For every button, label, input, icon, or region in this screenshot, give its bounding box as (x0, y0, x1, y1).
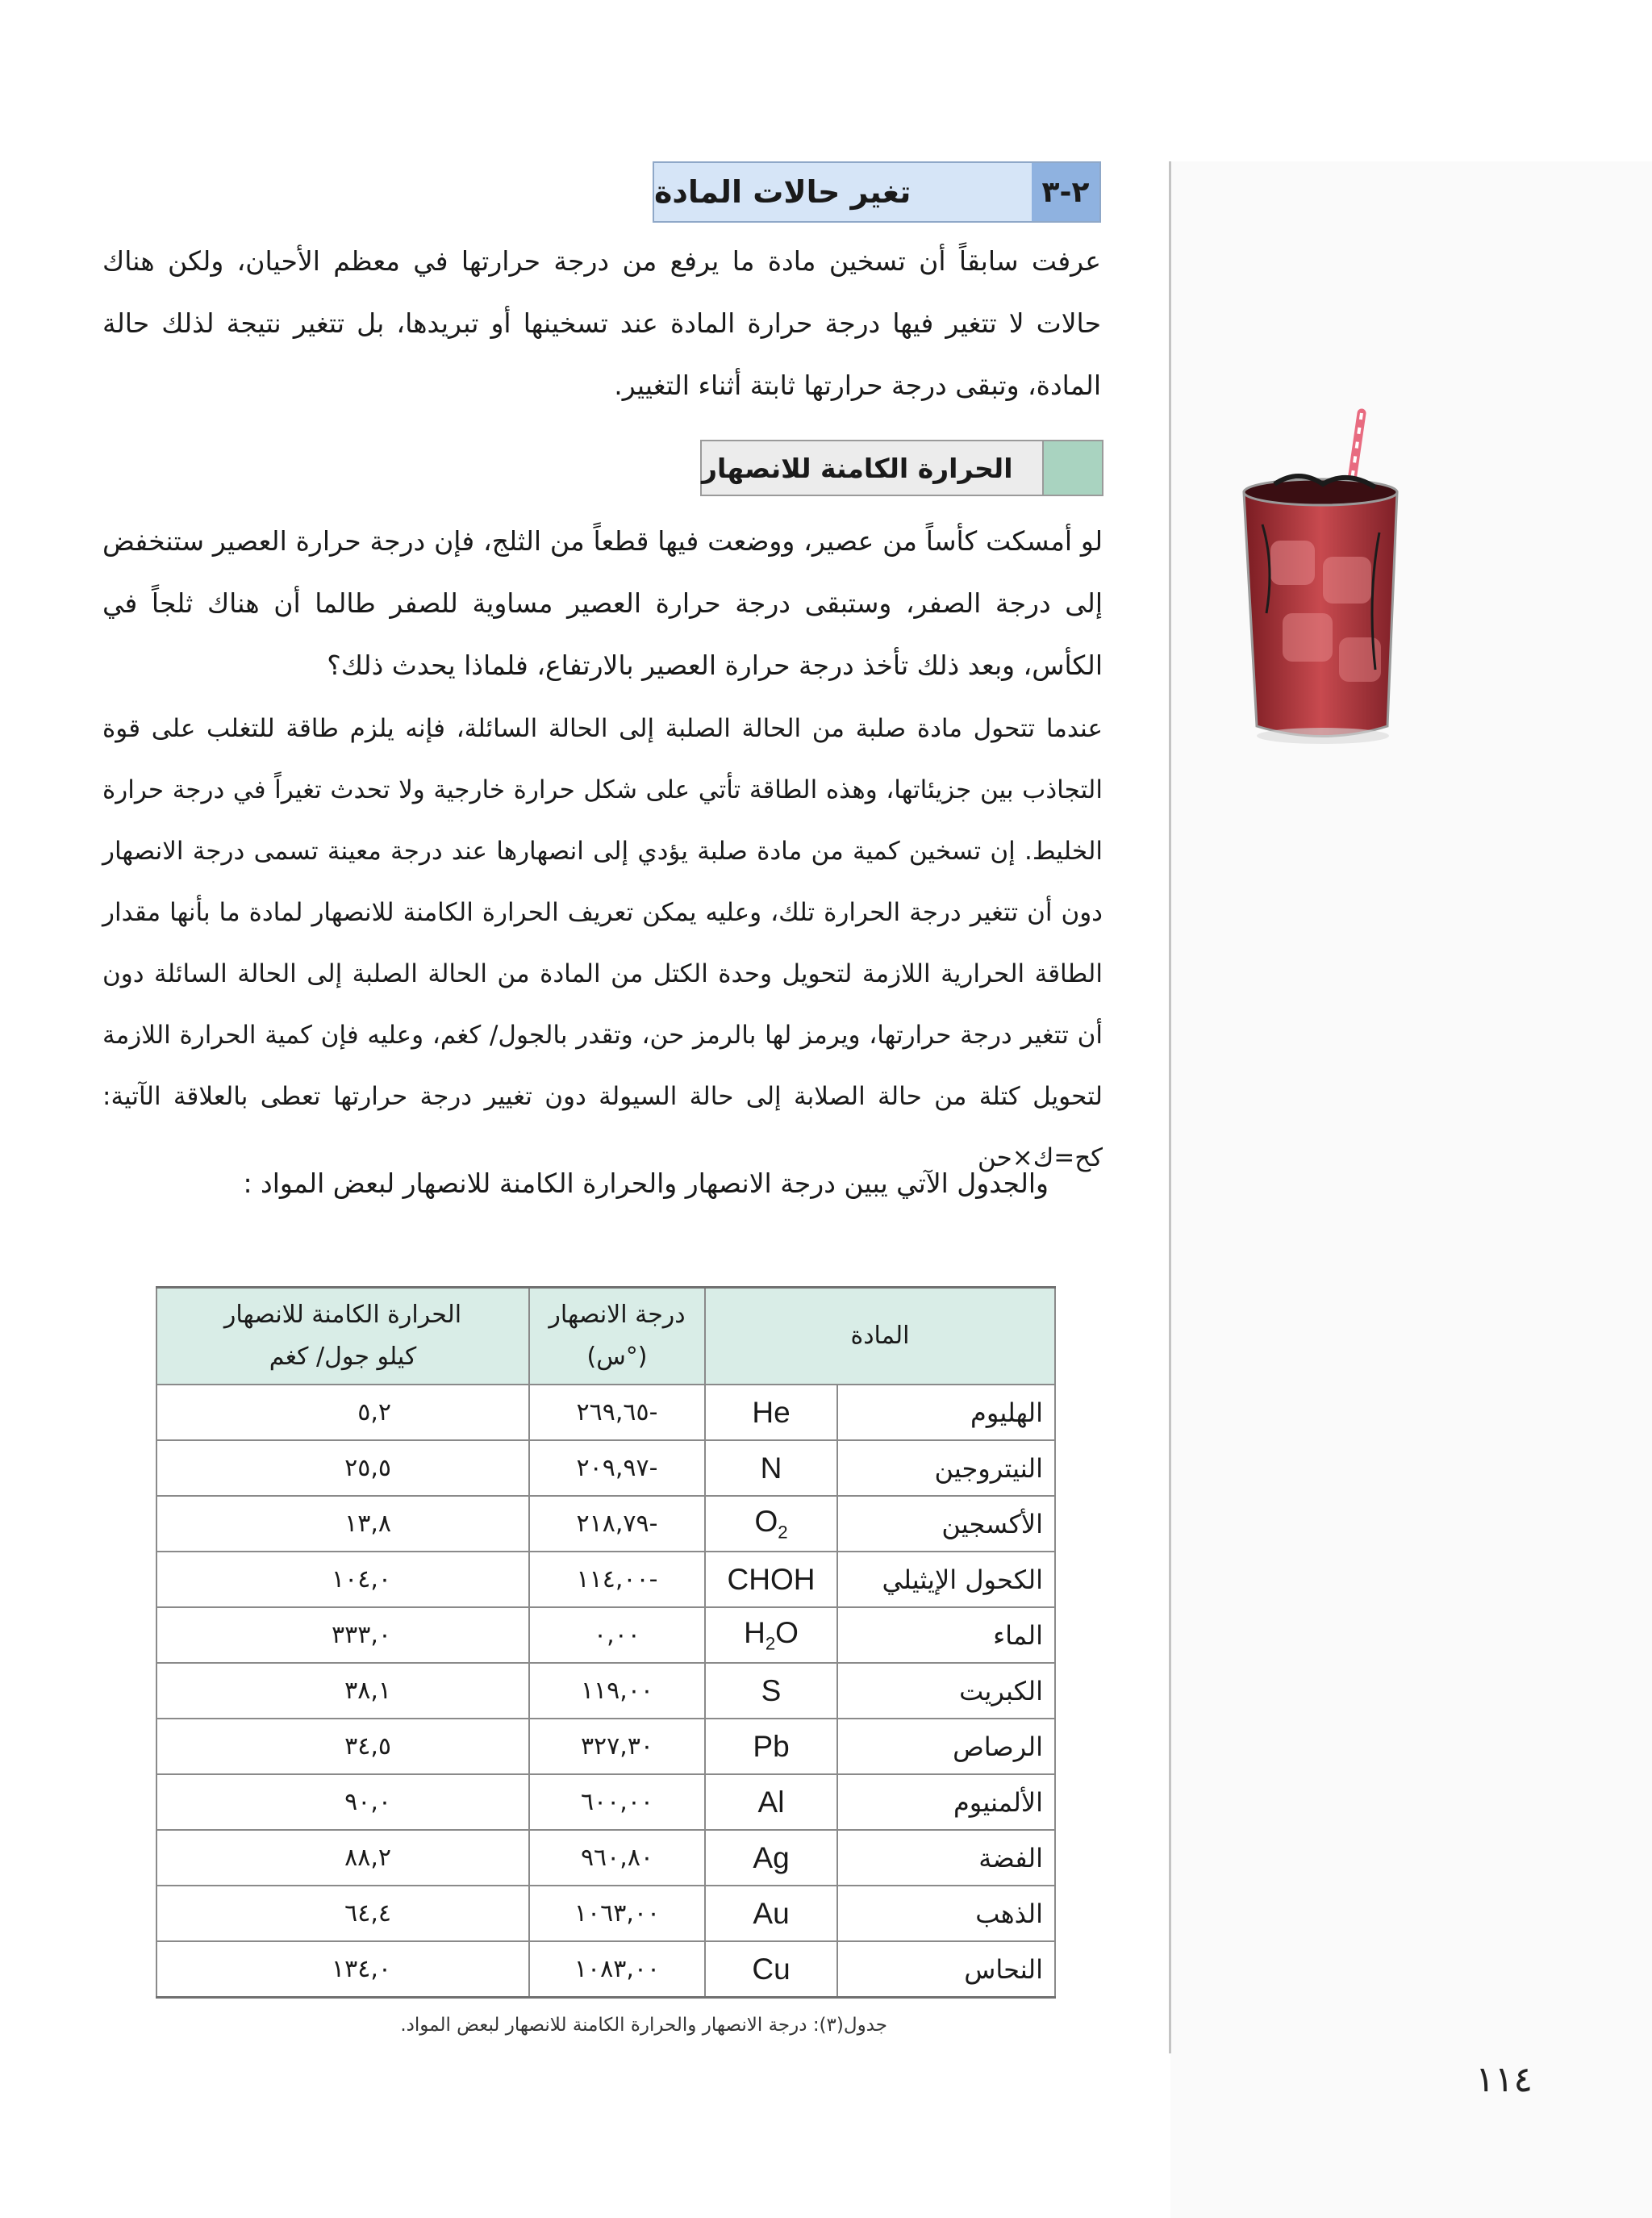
table-intro-paragraph: والجدول الآتي يبين درجة الانصهار والحرارة الكامنة للانصهار لبعض المواد : (243, 1167, 1049, 1199)
ice-juice-paragraph: لو أمسكت كأساً من عصير، ووضعت فيها قطعاً من الثلج، فإن درجة حرارة العصير ستنخفض إلى درجة الصفر، وستبقى درجة حرارة العصير مساوية للصفر طالما أن هناك ثلجاً في الكأس، وبعد ذلك تأخذ درجة حرارة العصير بالارتفاع، فلماذا يحدث ذلك؟ (102, 525, 1103, 681)
latent-heat: ٨٨,٢ (156, 1830, 529, 1886)
material-name: الذهب (837, 1886, 1055, 1941)
table-header-row (156, 1288, 1055, 1385)
table-row (156, 1385, 1055, 1440)
latent-heat: ٥,٢ (156, 1385, 529, 1440)
header-material: المادة (705, 1288, 1055, 1385)
section-title: تغير حالات المادة (654, 163, 1032, 221)
table-row (156, 1496, 1055, 1552)
subsection-swatch (1042, 441, 1102, 495)
melting-point: ٠,٠٠ (529, 1607, 705, 1663)
material-symbol: Cu (705, 1941, 837, 1998)
header-melting-unit: (°س) (586, 1343, 648, 1371)
header-melting (529, 1288, 705, 1385)
material-symbol: Au (705, 1886, 837, 1941)
table-row (156, 1941, 1055, 1998)
material-name: الرصاص (837, 1719, 1055, 1774)
material-name: الكحول الإيثيلي (837, 1552, 1055, 1607)
melting-point: ٣٢٧,٣٠ (529, 1719, 705, 1774)
material-name: النيتروجين (837, 1440, 1055, 1496)
table-row (156, 1719, 1055, 1774)
material-symbol: Pb (705, 1719, 837, 1774)
melting-point: ١٠٦٣,٠٠ (529, 1886, 705, 1941)
table-row (156, 1552, 1055, 1607)
material-name: النحاس (837, 1941, 1055, 1998)
material-symbol: CHOH (705, 1552, 837, 1607)
melting-point: -١١٤,٠٠ (529, 1552, 705, 1607)
table-row (156, 1830, 1055, 1886)
table-row (156, 1663, 1055, 1719)
material-name: الأكسجين (837, 1496, 1055, 1552)
material-name: الكبريت (837, 1663, 1055, 1719)
material-name: الفضة (837, 1830, 1055, 1886)
page-number: ١١٤ (1475, 2059, 1533, 2100)
latent-heat: ١٠٤,٠ (156, 1552, 529, 1607)
latent-heat: ٣٣٣,٠ (156, 1607, 529, 1663)
latent-heat: ٩٠,٠ (156, 1774, 529, 1830)
melting-point: ٩٦٠,٨٠ (529, 1830, 705, 1886)
material-symbol: $O_2$ (705, 1496, 837, 1552)
section-header (653, 161, 1101, 223)
material-name: الألمنيوم (837, 1774, 1055, 1830)
section-number: ٢-٣ (1032, 163, 1099, 221)
material-name: الماء (837, 1607, 1055, 1663)
material-symbol: Al (705, 1774, 837, 1830)
latent-heat: ٣٨,١ (156, 1663, 529, 1719)
melting-point: -٢٦٩,٦٥ (529, 1385, 705, 1440)
table-caption: جدول(٣): درجة الانصهار والحرارة الكامنة للانصهار لبعض المواد. (400, 2015, 887, 2036)
melting-point: -٢٠٩,٩٧ (529, 1440, 705, 1496)
material-symbol: N (705, 1440, 837, 1496)
material-name: الهليوم (837, 1385, 1055, 1440)
margin-rule (1169, 161, 1171, 2053)
melting-point: ١١٩,٠٠ (529, 1663, 705, 1719)
latent-heat: ٣٤,٥ (156, 1719, 529, 1774)
material-symbol: $H_2O$ (705, 1607, 837, 1663)
melting-point: ١٠٨٣,٠٠ (529, 1941, 705, 1998)
melting-table (156, 1286, 1056, 1999)
material-symbol: Ag (705, 1830, 837, 1886)
table-row (156, 1774, 1055, 1830)
juice-glass-illustration (1226, 403, 1420, 758)
material-symbol: He (705, 1385, 837, 1440)
header-latent-unit: كيلو جول/ كغم (269, 1343, 417, 1371)
header-latent-label: الحرارة الكامنة للانصهار (223, 1301, 462, 1329)
latent-heat: ١٣,٨ (156, 1496, 529, 1552)
subsection-title: الحرارة الكامنة للانصهار (702, 441, 1042, 495)
subsection-header (700, 440, 1103, 496)
latent-heat: ١٣٤,٠ (156, 1941, 529, 1998)
intro-paragraph: عرفت سابقاً أن تسخين مادة ما يرفع من درجة حرارتها في معظم الأحيان، ولكن هناك حالات لا تتغير فيها درجة حرارة المادة عند تسخينها أو تبريدها، بل تتغير نتيجة لذلك حالة المادة، وتبقى درجة حرارتها ثابتة أثناء التغيير. (102, 245, 1101, 401)
table-row (156, 1886, 1055, 1941)
header-melting-label: درجة الانصهار (549, 1301, 686, 1329)
latent-heat: ٢٥,٥ (156, 1440, 529, 1496)
melting-point: ٦٠٠,٠٠ (529, 1774, 705, 1830)
latent-heat: ٦٤,٤ (156, 1886, 529, 1941)
melting-point: -٢١٨,٧٩ (529, 1496, 705, 1552)
header-latent (156, 1288, 529, 1385)
material-symbol: S (705, 1663, 837, 1719)
table-row (156, 1440, 1055, 1496)
table-row (156, 1607, 1055, 1663)
latent-heat-paragraph: عندما تتحول مادة صلبة من الحالة الصلبة إلى الحالة السائلة، فإنه يلزم طاقة للتغلب على قوة التجاذب بين جزيئاتها، وهذه الطاقة تأتي على شكل حرارة خارجية ولا تحدث تغيراً في درجة حرارة الخليط. إن تسخين كمية من مادة صلبة يؤدي إلى انصهارها عند درجة معينة تسمى درجة الانصهار دون أن تتغير درجة الحرارة تلك، وعليه يمكن تعريف الحرارة الكامنة للانصهار لمادة ما بأنها مقدار الطاقة الحرارية اللازمة لتحويل وحدة الكتل من المادة من الحالة الصلبة إلى الحالة السائلة دون أن تتغير درجة حرارتها، ويرمز لها بالرمز حن، وتقدر بالجول/ كغم، وعليه فإن كمية الحرارة اللازمة لتحويل كتلة من حالة الصلابة إلى حالة السيولة دون تغيير درجة حرارتها تعطى بالعلاقة الآتية: كح=ك×حن (102, 714, 1103, 1172)
